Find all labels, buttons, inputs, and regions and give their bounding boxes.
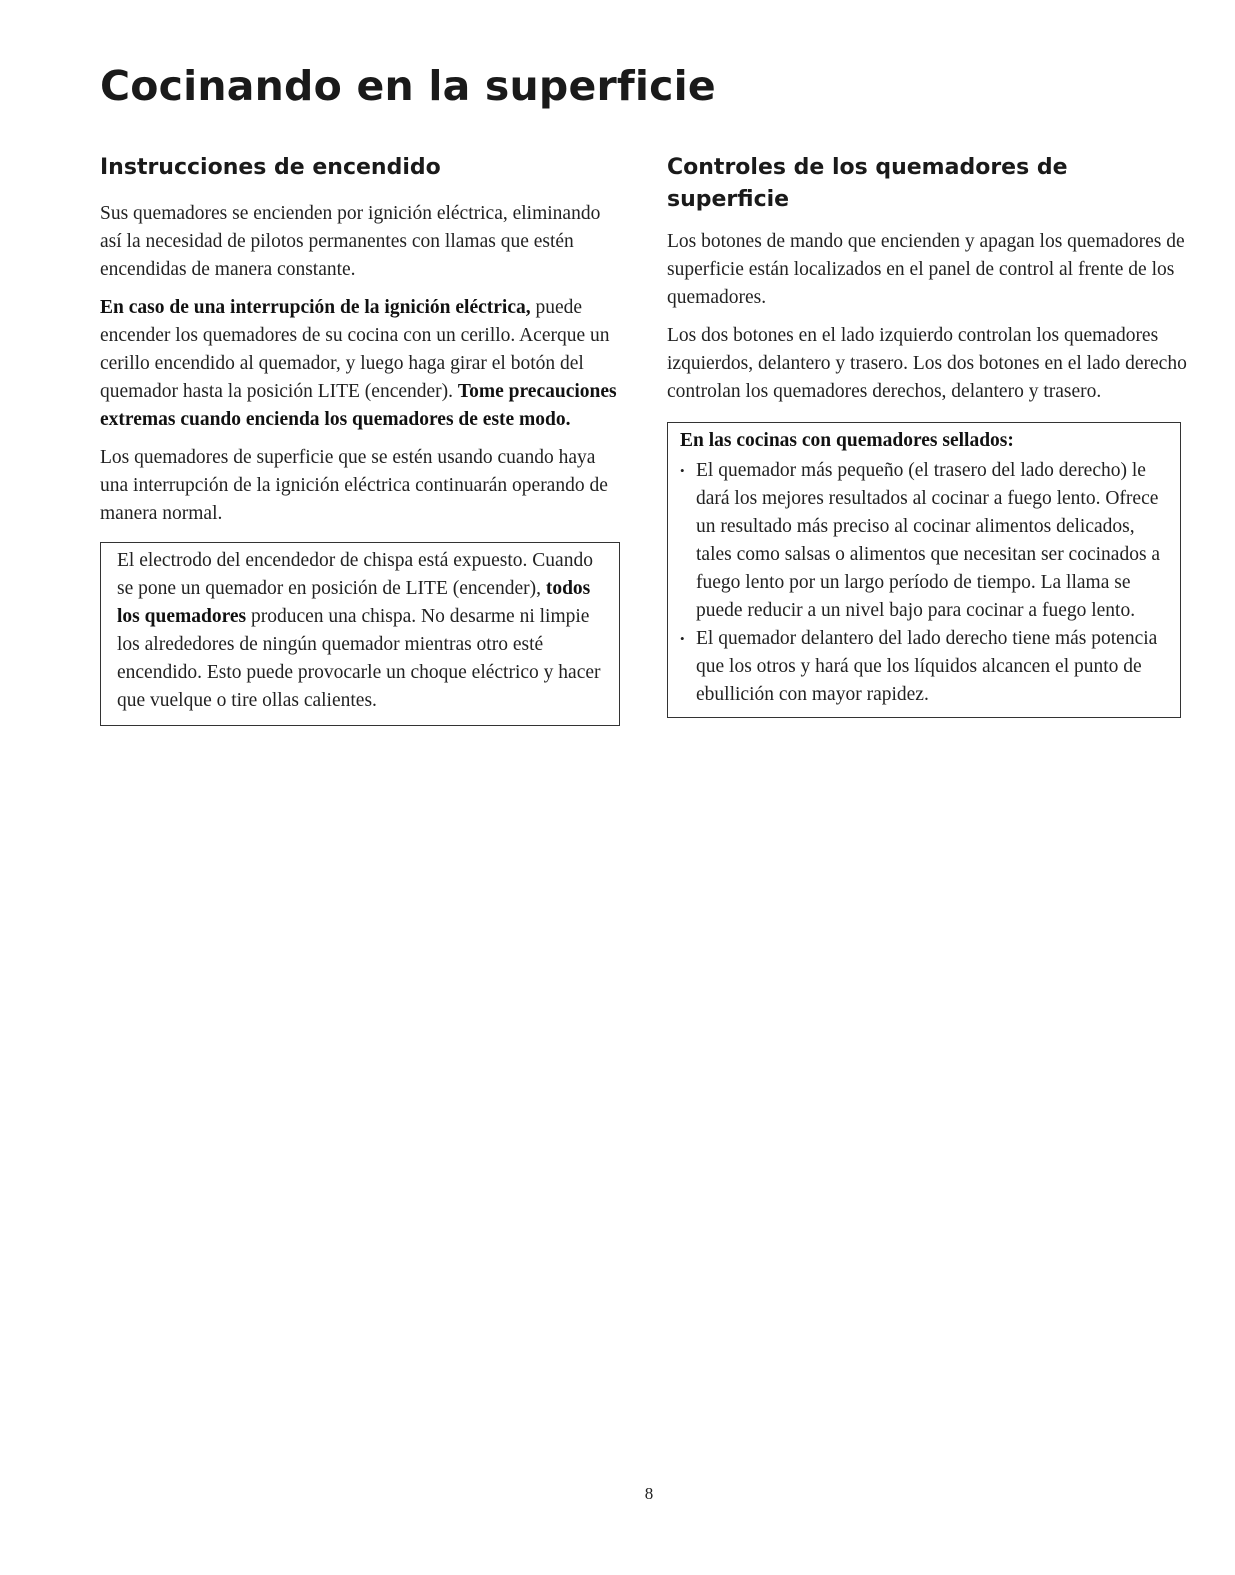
ignition-outage-paragraph [100,294,625,434]
sealed-burners-title: En las cocinas con quemadores sellados: [680,430,1014,451]
spark-warning-box [100,542,620,726]
page-number: 8 [644,1484,654,1503]
warning-text-after: producen una chispa. No desarme ni limpie los alrededores de ningún quemador mientras otro esté encendido. Esto puede provocarle un choque eléctrico y hacer que vuelque o tire ollas calientes. [117,606,601,711]
list-item [680,625,1170,709]
section-heading-ignition: Instrucciones de encendido [100,155,441,180]
outage-text: puede encender los quemadores de su cocina con un cerillo. Acerque un cerillo encendido al quemador, y luego haga girar el botón del quemador hasta la posición LITE (encender). [100,297,610,402]
left-column [100,152,625,726]
warning-text-before: El electrodo del encendedor de chispa está expuesto. Cuando se pone un quemador en posición de LITE (encender), [117,550,593,599]
bullet-icon: • [680,631,685,646]
controls-location-paragraph: Los botones de mando que encienden y apagan los quemadores de superficie están localizados en el panel de control al frente de los quemadores. [667,231,1185,308]
controls-sides-paragraph: Los dos botones en el lado izquierdo controlan los quemadores izquierdos, delantero y trasero. Los dos botones en el lado derecho controlan los quemadores derechos, delantero y trasero. [667,325,1187,402]
list-item-text: El quemador más pequeño (el trasero del lado derecho) le dará los mejores resultados al cocinar a fuego lento. Ofrece un resultado más preciso al cocinar alimentos delicados, tales como salsas o alimentos que necesitan ser cocinados a fuego lento por un largo período de tiempo. La llama se puede reducir a un nivel bajo para cocinar a fuego lento. [696,460,1161,621]
outage-caution-text: Tome precauciones extremas cuando encienda los quemadores de este modo. [100,381,617,430]
warning-text-bold: todos los quemadores [117,578,591,627]
burners-continue-paragraph: Los quemadores de superficie que se estén usando cuando haya una interrupción de la ignición eléctrica continuarán operando de manera normal. [100,447,608,524]
right-column [667,152,1192,718]
list-item-text: El quemador delantero del lado derecho tiene más potencia que los otros y hará que los líquidos alcancen el punto de ebullición con mayor rapidez. [696,628,1158,705]
sealed-burners-list [680,457,1170,709]
section-heading-controls: Controles de los quemadores de superficie [667,155,1068,212]
ignition-intro-paragraph: Sus quemadores se encienden por ignición eléctrica, eliminando así la necesidad de pilotos permanentes con llamas que estén encendidas de manera constante. [100,203,601,280]
bullet-icon: • [680,463,685,478]
list-item [680,457,1170,625]
outage-bold-lead: En caso de una interrupción de la ignición eléctrica, [100,297,531,318]
spark-warning-text [117,547,605,715]
page-title: Cocinando en la superficie [100,62,716,110]
sealed-burners-box [667,422,1181,718]
